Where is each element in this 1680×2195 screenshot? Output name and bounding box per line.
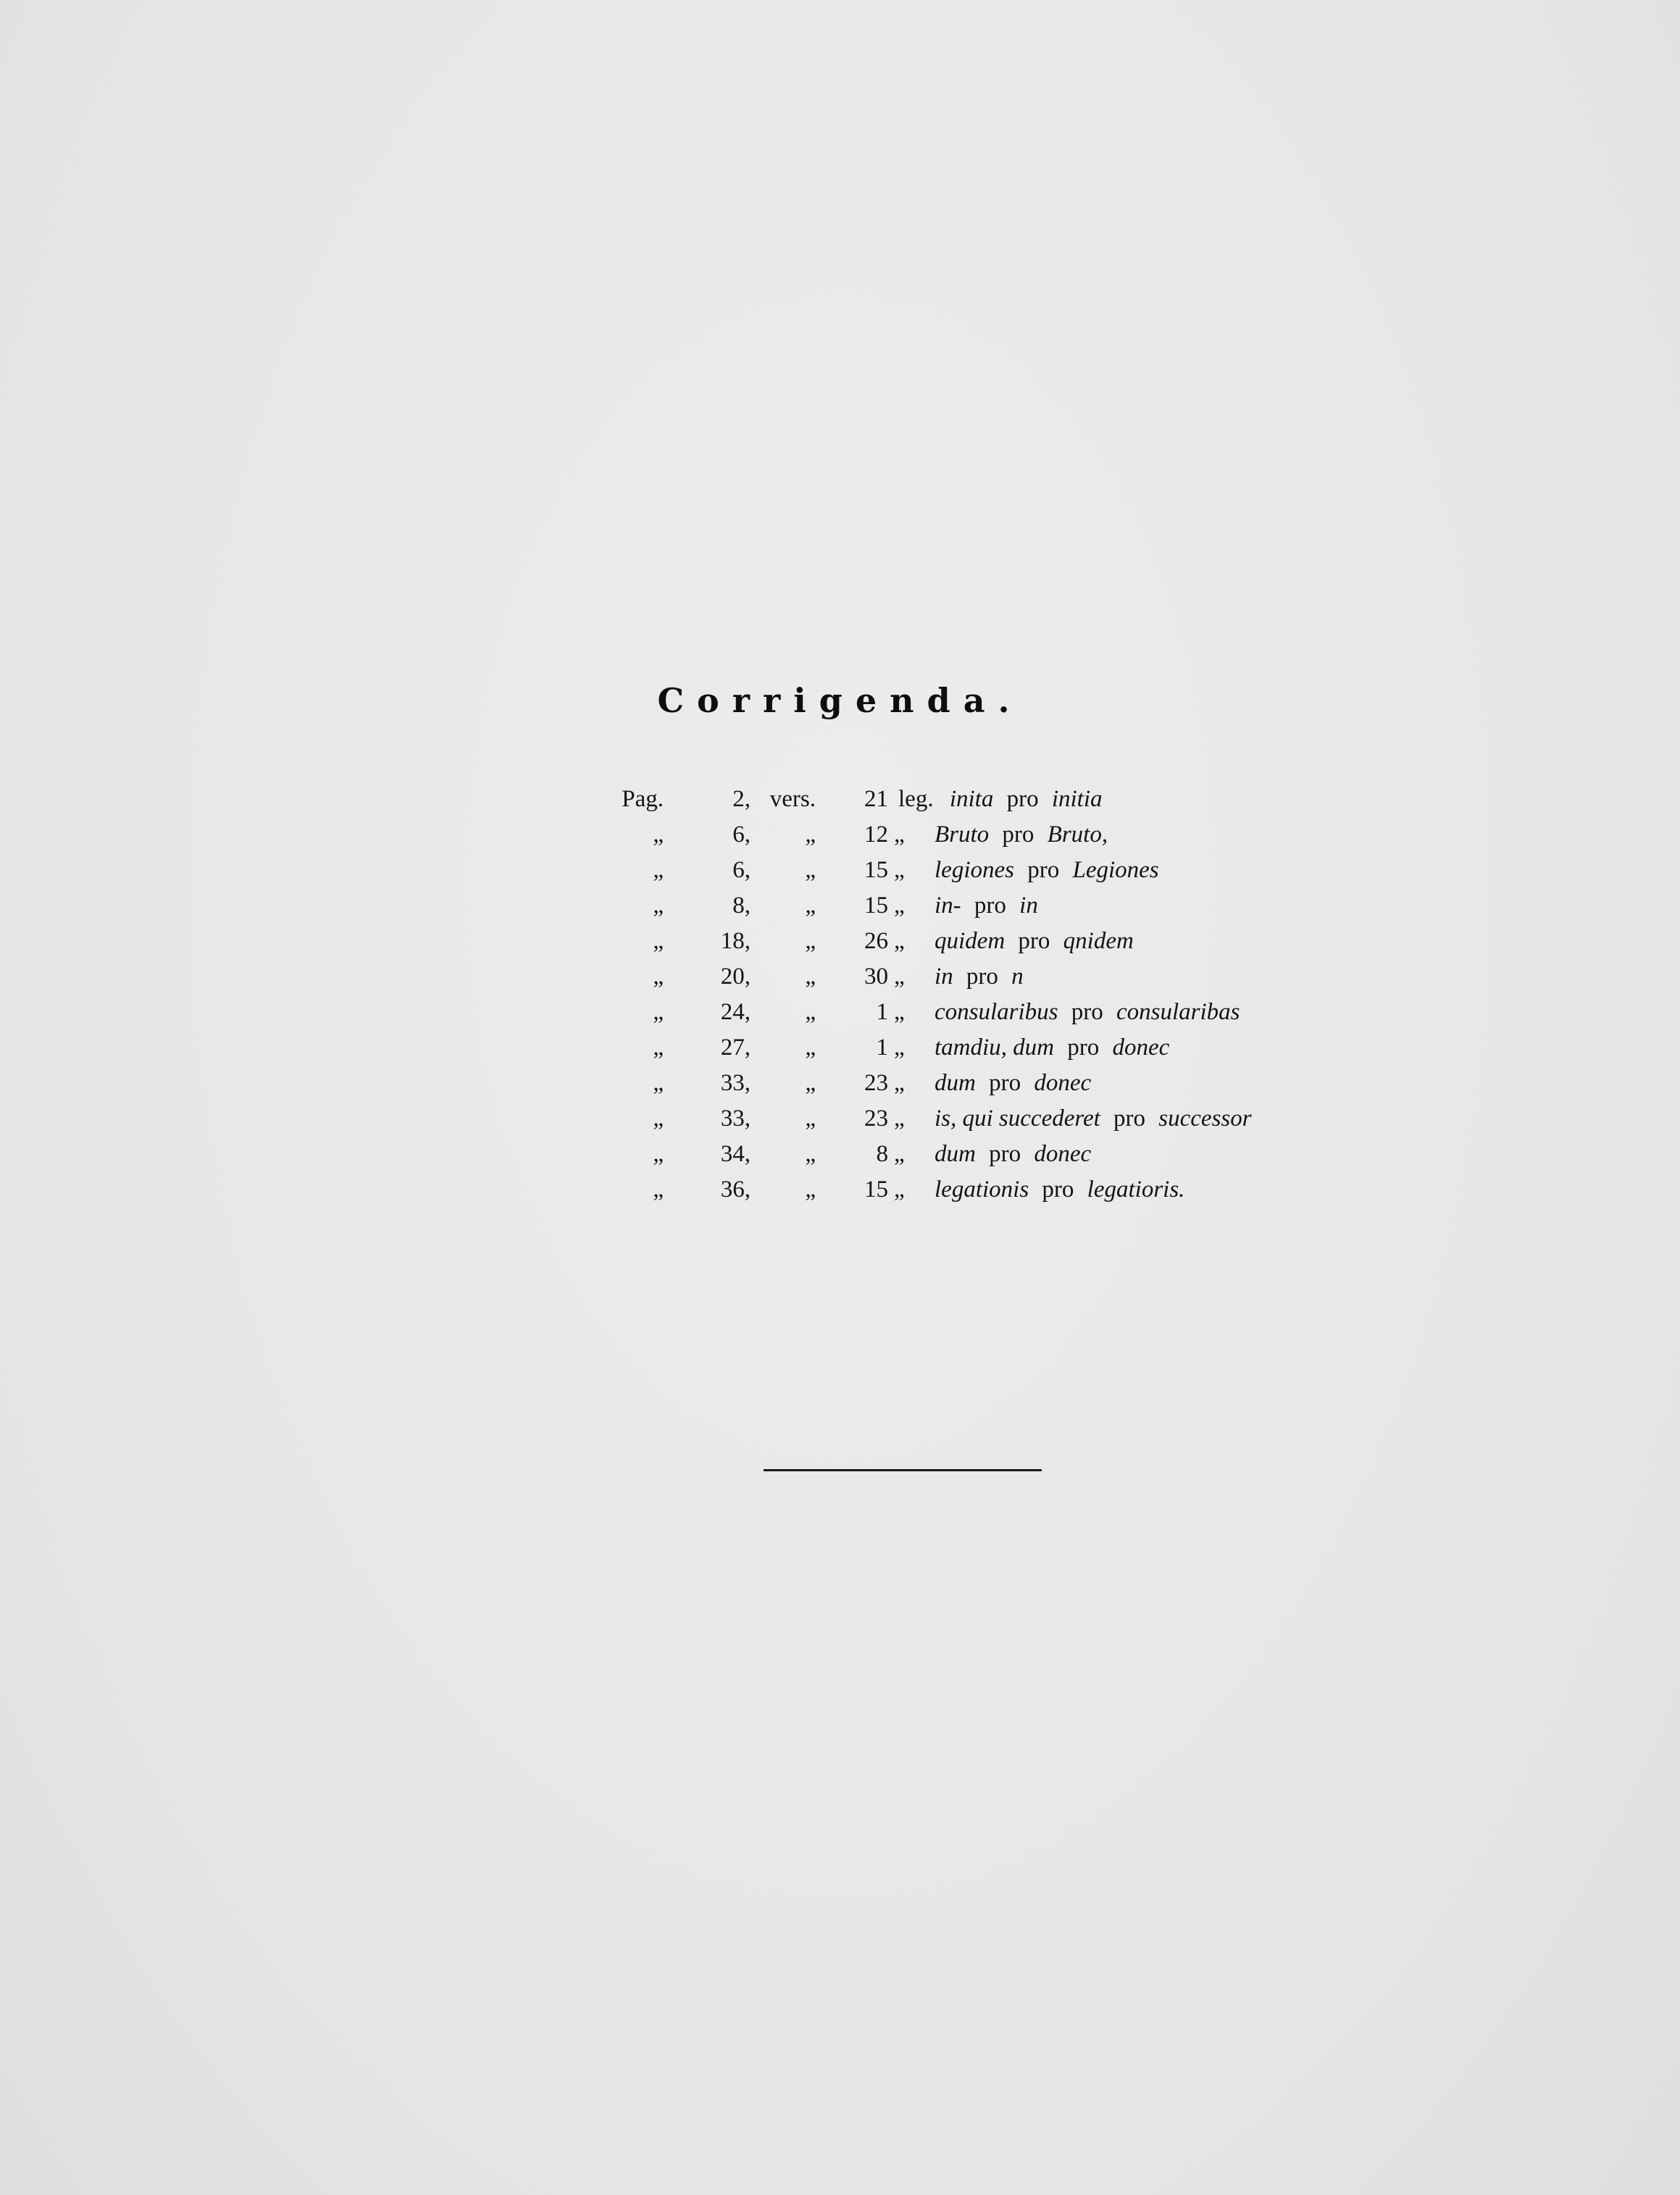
page-number: 36, [720,1176,751,1203]
pro-word: pro [1018,928,1050,954]
correct-reading: quidem [935,928,1006,954]
erroneous-reading: consularibas [1116,999,1240,1025]
line-number: 21 [864,786,888,812]
corrigenda-table [613,786,1337,1212]
line-number: 23 [864,1105,888,1132]
correction [935,1176,1184,1203]
pag-label: Pag. [622,786,664,812]
ditto-mark: „ [805,999,816,1025]
correct-reading: in- [935,892,961,919]
correction [935,999,1240,1026]
correction [935,928,1134,955]
pro-word: pro [1113,1105,1146,1132]
correct-reading: consularibus [935,999,1058,1025]
line-number: 1 [876,1034,888,1061]
ditto-mark: „ [805,1141,816,1167]
table-row [613,999,1337,1034]
page-number: 6, [732,821,751,848]
ditto-mark: „ [653,1070,664,1096]
ditto-mark: „ [805,1070,816,1096]
pro-word: pro [989,1070,1021,1096]
table-row [613,928,1337,963]
erroneous-reading: donec [1034,1141,1092,1167]
correct-reading: legationis [935,1176,1029,1203]
line-number: 12 [864,821,888,848]
ditto-mark: „ [653,821,664,848]
erroneous-reading: Legiones [1072,857,1159,883]
page-number: 8, [732,892,751,919]
ditto-mark: „ [894,1105,905,1132]
ditto-mark: „ [894,1034,905,1061]
ditto-mark: „ [894,1176,905,1203]
ditto-mark: „ [805,857,816,883]
erroneous-reading: donec [1112,1034,1170,1061]
horizontal-rule [764,1469,1042,1471]
correction [935,857,1159,884]
pro-word: pro [1067,1034,1100,1061]
pro-word: pro [1042,1176,1074,1203]
pro-word: pro [974,892,1006,919]
ditto-mark: „ [653,963,664,990]
line-number: 15 [864,857,888,883]
line-number: 30 [864,963,888,990]
correct-reading: dum [935,1070,976,1096]
ditto-mark: „ [653,1105,664,1132]
pro-word: pro [1027,857,1060,883]
table-row [613,821,1337,857]
line-number: 15 [864,892,888,919]
table-row [613,1176,1337,1212]
ditto-mark: „ [894,999,905,1025]
correct-reading: in [935,963,953,990]
ditto-mark: „ [894,857,905,883]
page-number: 33, [720,1070,751,1096]
correct-reading: is, qui succederet [935,1105,1100,1132]
correct-reading: tamdiu, dum [935,1034,1054,1061]
line-number: 23 [864,1070,888,1096]
table-row [613,1034,1337,1070]
correction [935,1105,1252,1132]
table-row [613,857,1337,892]
line-number: 1 [876,999,888,1025]
correction [935,1070,1091,1097]
line-number: 26 [864,928,888,954]
ditto-mark: „ [653,999,664,1025]
leg-label: leg. [898,786,934,812]
correction [935,1034,1169,1061]
ditto-mark: „ [894,1070,905,1096]
ditto-mark: „ [805,1176,816,1203]
ditto-mark: „ [894,821,905,848]
line-number: 15 [864,1176,888,1203]
correction [935,892,1038,919]
erroneous-reading: successor [1158,1105,1252,1132]
page-number: 2, [732,786,751,812]
correction [935,1141,1091,1168]
correct-reading: Bruto [935,821,990,848]
ditto-mark: „ [805,1105,816,1132]
correction [935,821,1108,848]
table-row [613,786,1337,821]
ditto-mark: „ [805,892,816,919]
vers-label: vers. [769,786,816,812]
page-title: Corrigenda. [657,681,1023,720]
ditto-mark: „ [805,821,816,848]
table-row [613,1141,1337,1176]
page-number: 20, [720,963,751,990]
ditto-mark: „ [653,1034,664,1061]
ditto-mark: „ [653,857,664,883]
ditto-mark: „ [805,1034,816,1061]
ditto-mark: „ [894,1141,905,1167]
erroneous-reading: qnidem [1063,928,1134,954]
correct-reading: dum [935,1141,976,1167]
erroneous-reading: Bruto, [1047,821,1108,848]
erroneous-reading: in [1019,892,1038,919]
page-number: 33, [720,1105,751,1132]
page-number: 6, [732,857,751,883]
erroneous-reading: legatioris. [1087,1176,1185,1203]
page-number: 34, [720,1141,751,1167]
pro-word: pro [1002,821,1035,848]
correction [935,963,1024,990]
erroneous-reading: initia [1051,786,1103,812]
correct-reading: inita [949,786,994,812]
ditto-mark: „ [894,928,905,954]
ditto-mark: „ [805,963,816,990]
ditto-mark: „ [805,928,816,954]
ditto-mark: „ [653,928,664,954]
erroneous-reading: donec [1034,1070,1092,1096]
pro-word: pro [1071,999,1103,1025]
correct-reading: legiones [935,857,1014,883]
ditto-mark: „ [653,892,664,919]
table-row [613,892,1337,928]
ditto-mark: „ [653,1176,664,1203]
page-number: 18, [720,928,751,954]
correction [898,786,1103,813]
table-row [613,963,1337,999]
pro-word: pro [966,963,998,990]
pro-word: pro [1006,786,1039,812]
erroneous-reading: n [1011,963,1024,990]
page-number: 27, [720,1034,751,1061]
table-row [613,1070,1337,1105]
table-row [613,1105,1337,1141]
ditto-mark: „ [894,892,905,919]
pro-word: pro [989,1141,1021,1167]
ditto-mark: „ [894,963,905,990]
line-number: 8 [876,1141,888,1167]
page-number: 24, [720,999,751,1025]
ditto-mark: „ [653,1141,664,1167]
